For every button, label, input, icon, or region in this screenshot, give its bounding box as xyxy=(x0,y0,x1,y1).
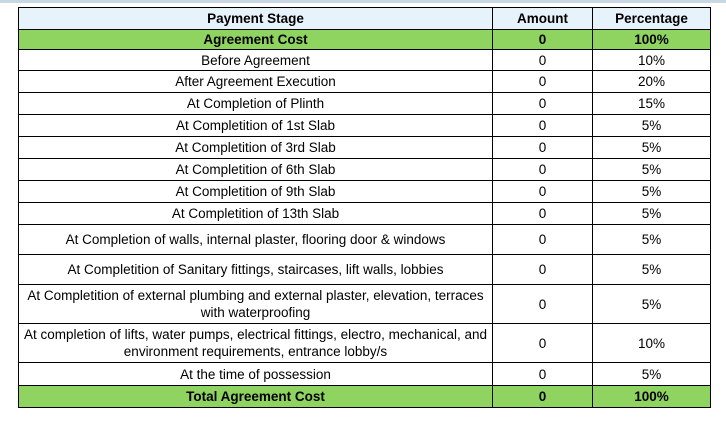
amount-cell: 0 xyxy=(493,225,593,255)
stage-cell: At Completition of 3rd Slab xyxy=(19,137,493,159)
column-header-percentage: Percentage xyxy=(593,8,711,30)
stage-cell: At Completition of 9th Slab xyxy=(19,181,493,203)
stage-cell: At Completition of 6th Slab xyxy=(19,159,493,181)
percentage-cell: 5% xyxy=(593,285,711,324)
amount-cell: 0 xyxy=(493,93,593,115)
table-row xyxy=(19,203,711,225)
amount-cell: 0 xyxy=(493,159,593,181)
stage-cell: At completion of lifts, water pumps, electrical fittings, electro, mechanical, and environment requirements, entrance lobby/s xyxy=(19,324,493,363)
amount-cell: 0 xyxy=(493,71,593,93)
table-row xyxy=(19,137,711,159)
top-divider xyxy=(0,0,726,3)
percentage-cell: 5% xyxy=(593,181,711,203)
percentage-cell: 5% xyxy=(593,115,711,137)
table-row xyxy=(19,71,711,93)
agreement-cost-row xyxy=(19,30,711,50)
percentage-cell: 5% xyxy=(593,137,711,159)
column-header-amount: Amount xyxy=(493,8,593,30)
table-row xyxy=(19,50,711,71)
amount-cell: 0 xyxy=(493,255,593,285)
percentage-cell: 15% xyxy=(593,93,711,115)
stage-cell: At Completion of walls, internal plaster, flooring door & windows xyxy=(19,225,493,255)
table-row xyxy=(19,255,711,285)
amount-cell: 0 xyxy=(493,137,593,159)
total-amount: 0 xyxy=(493,386,593,408)
table-row xyxy=(19,93,711,115)
total-label: Total Agreement Cost xyxy=(19,386,493,408)
agreement-cost-label: Agreement Cost xyxy=(19,30,493,50)
table-row xyxy=(19,363,711,386)
percentage-cell: 20% xyxy=(593,71,711,93)
table-row xyxy=(19,225,711,255)
amount-cell: 0 xyxy=(493,203,593,225)
amount-cell: 0 xyxy=(493,181,593,203)
stage-cell: After Agreement Execution xyxy=(19,71,493,93)
table-row xyxy=(19,285,711,324)
table-header-row xyxy=(19,8,711,30)
amount-cell: 0 xyxy=(493,324,593,363)
payment-schedule-table xyxy=(18,7,711,408)
total-percentage: 100% xyxy=(593,386,711,408)
table-row xyxy=(19,159,711,181)
table-row xyxy=(19,181,711,203)
stage-cell: At the time of possession xyxy=(19,363,493,386)
stage-cell: At Completition of 1st Slab xyxy=(19,115,493,137)
stage-cell: At Completition of Sanitary fittings, staircases, lift walls, lobbies xyxy=(19,255,493,285)
stage-cell: At Completition of external plumbing and external plaster, elevation, terraces with waterproofing xyxy=(19,285,493,324)
percentage-cell: 5% xyxy=(593,203,711,225)
percentage-cell: 10% xyxy=(593,50,711,71)
stage-cell: Before Agreement xyxy=(19,50,493,71)
table-row xyxy=(19,324,711,363)
percentage-cell: 5% xyxy=(593,255,711,285)
percentage-cell: 5% xyxy=(593,159,711,181)
amount-cell: 0 xyxy=(493,285,593,324)
amount-cell: 0 xyxy=(493,363,593,386)
table-row xyxy=(19,115,711,137)
stage-cell: At Completion of Plinth xyxy=(19,93,493,115)
agreement-cost-amount: 0 xyxy=(493,30,593,50)
total-agreement-cost-row xyxy=(19,386,711,408)
percentage-cell: 10% xyxy=(593,324,711,363)
stage-cell: At Completition of 13th Slab xyxy=(19,203,493,225)
percentage-cell: 5% xyxy=(593,363,711,386)
amount-cell: 0 xyxy=(493,50,593,71)
agreement-cost-percentage: 100% xyxy=(593,30,711,50)
column-header-payment-stage: Payment Stage xyxy=(19,8,493,30)
amount-cell: 0 xyxy=(493,115,593,137)
percentage-cell: 5% xyxy=(593,225,711,255)
